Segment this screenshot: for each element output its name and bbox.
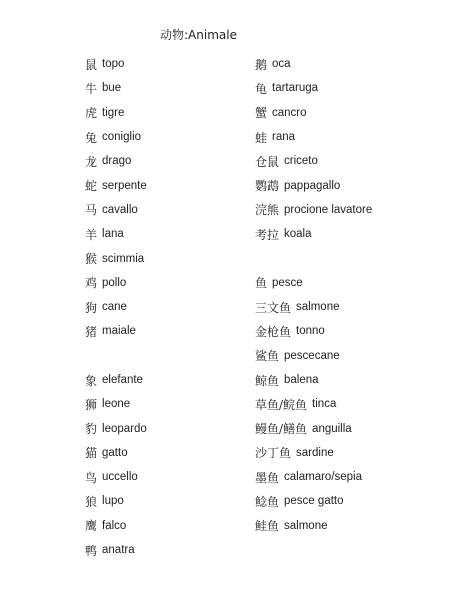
list-item (85, 125, 245, 149)
chinese-word: 马 (85, 203, 98, 218)
list-item (255, 173, 445, 197)
italian-word: pesce gatto (284, 495, 344, 508)
list-item (255, 149, 445, 173)
list-item (85, 222, 245, 246)
list-item (255, 465, 445, 489)
italian-word: lupo (102, 495, 124, 508)
italian-word: drago (102, 155, 132, 168)
chinese-word: 鲨鱼 (255, 349, 280, 364)
chinese-word: 鲶鱼 (255, 494, 280, 509)
chinese-word: 象 (85, 373, 98, 388)
list-item (85, 538, 245, 562)
list-item (255, 489, 445, 513)
italian-word: balena (284, 374, 319, 386)
italian-word: salmone (284, 519, 328, 532)
italian-word: sardine (296, 446, 334, 459)
chinese-word: 龙 (85, 154, 98, 169)
list-item (255, 319, 445, 343)
italian-word: calamaro/sepia (284, 471, 362, 484)
italian-word: anatra (102, 544, 135, 557)
list-item (255, 76, 445, 100)
list-item (255, 368, 445, 392)
list-item (85, 368, 245, 392)
chinese-word: 鹰 (85, 519, 98, 534)
chinese-word: 鹦鹉 (255, 179, 280, 194)
italian-word: coniglio (102, 131, 142, 144)
list-item (85, 76, 245, 100)
italian-word: bue (102, 82, 122, 95)
italian-word: cavallo (102, 203, 138, 216)
list-item (85, 271, 245, 295)
chinese-word: 墨鱼 (255, 470, 280, 485)
italian-word: scimmia (102, 252, 145, 265)
list-item (85, 246, 245, 270)
list-item (255, 392, 445, 416)
chinese-word: 猪 (85, 324, 98, 339)
italian-word: tartaruga (272, 82, 319, 95)
italian-word: leone (102, 398, 131, 411)
list-item (85, 392, 245, 416)
list-item (255, 295, 445, 319)
italian-word: falco (102, 519, 127, 532)
list-item (85, 416, 245, 440)
list-item (255, 222, 445, 246)
list-item (85, 101, 245, 125)
italian-word: criceto (284, 155, 318, 168)
list-item (255, 101, 445, 125)
list-item (85, 149, 245, 173)
italian-word: tinca (312, 398, 337, 411)
list-item (85, 465, 245, 489)
chinese-word: 牛 (85, 81, 98, 96)
chinese-word: 蟹 (255, 106, 268, 121)
italian-word: anguilla (312, 422, 352, 435)
chinese-word: 兔 (85, 130, 98, 145)
italian-word: pesce (272, 276, 303, 289)
chinese-word: 鼠 (85, 57, 98, 72)
list-item (255, 52, 445, 76)
italian-word: topo (102, 58, 125, 71)
chinese-word: 沙丁鱼 (255, 446, 292, 461)
chinese-word: 龟 (255, 81, 268, 96)
chinese-word: 金枪鱼 (255, 324, 292, 339)
list-item (255, 416, 445, 440)
chinese-word: 豹 (85, 422, 98, 437)
chinese-word: 鲑鱼 (255, 519, 280, 534)
chinese-word: 猫 (85, 446, 98, 461)
chinese-word: 狼 (85, 494, 98, 509)
chinese-word: 鳗鱼/鳝鱼 (255, 422, 308, 437)
italian-word: pappagallo (284, 179, 341, 192)
italian-word: cane (102, 301, 127, 314)
italian-word: tonno (296, 325, 325, 338)
list-item (85, 52, 245, 76)
italian-word: elefante (102, 374, 143, 386)
chinese-word: 鹅 (255, 57, 268, 72)
list-item (255, 344, 445, 368)
italian-word: leopardo (102, 422, 147, 435)
italian-word: maiale (102, 325, 136, 338)
italian-word: gatto (102, 446, 128, 459)
chinese-word: 蛇 (85, 179, 98, 194)
italian-word: tigre (102, 106, 125, 119)
list-item (255, 125, 445, 149)
italian-word: procione lavatore (284, 203, 373, 216)
list-item (85, 173, 245, 197)
italian-word: oca (272, 58, 291, 71)
chinese-word: 浣熊 (255, 203, 280, 218)
chinese-word: 鸟 (85, 470, 98, 485)
italian-word: lana (102, 228, 124, 241)
list-item (85, 441, 245, 465)
list-item (255, 514, 445, 538)
chinese-word: 鸭 (85, 543, 98, 558)
list-item (85, 295, 245, 319)
chinese-word: 考拉 (255, 227, 280, 242)
list-item (85, 319, 245, 343)
chinese-word: 羊 (85, 227, 98, 242)
italian-word: pollo (102, 276, 127, 289)
list-item (255, 441, 445, 465)
chinese-word: 狗 (85, 300, 98, 315)
chinese-word: 猴 (85, 252, 98, 267)
chinese-word: 狮 (85, 397, 98, 412)
list-item (85, 198, 245, 222)
italian-word: rana (272, 131, 296, 144)
page-title: 动物:Animale (160, 28, 237, 42)
list-item (85, 514, 245, 538)
chinese-word: 仓鼠 (255, 154, 280, 169)
italian-word: uccello (102, 471, 138, 484)
list-item (255, 271, 445, 295)
list-item (85, 489, 245, 513)
italian-word: koala (284, 228, 312, 241)
list-item (255, 198, 445, 222)
chinese-word: 鲸鱼 (255, 373, 280, 388)
left-vocabulary-list (85, 52, 245, 562)
chinese-word: 鱼 (255, 276, 268, 291)
chinese-word: 三文鱼 (255, 300, 292, 315)
right-vocabulary-list (255, 52, 445, 538)
italian-word: cancro (272, 106, 307, 119)
chinese-word: 草鱼/鲩鱼 (255, 397, 308, 412)
italian-word: salmone (296, 301, 340, 314)
italian-word: pescecane (284, 349, 340, 362)
chinese-word: 虎 (85, 106, 98, 121)
chinese-word: 鸡 (85, 276, 98, 291)
chinese-word: 蛙 (255, 130, 268, 145)
italian-word: serpente (102, 179, 147, 192)
